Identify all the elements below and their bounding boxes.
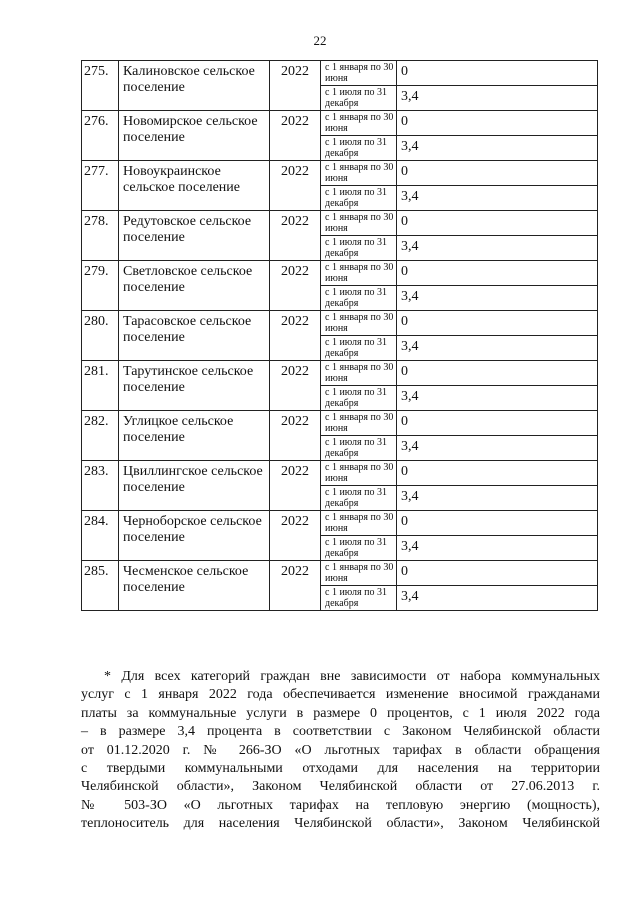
value-cell: 3,4 [397, 436, 598, 461]
value-cell: 0 [397, 561, 598, 586]
value-cell: 0 [397, 111, 598, 136]
settlement-name: Черноборское сельское поселение [119, 511, 270, 561]
period-cell: с 1 января по 30 июня [321, 61, 397, 86]
table-row [82, 561, 598, 586]
row-number: 280. [82, 311, 119, 361]
row-year: 2022 [270, 461, 321, 511]
period-cell: с 1 июля по 31 декабря [321, 86, 397, 111]
period-cell: с 1 января по 30 июня [321, 361, 397, 386]
row-number: 277. [82, 161, 119, 211]
period-cell: с 1 июля по 31 декабря [321, 236, 397, 261]
footnote-line: теплоноситель для населения Челябинской области», Законом Челябинской [81, 816, 600, 832]
value-cell: 0 [397, 311, 598, 336]
row-year: 2022 [270, 411, 321, 461]
table-row [82, 111, 598, 136]
value-cell: 0 [397, 361, 598, 386]
settlement-name: Новоукраинское сельское поселение [119, 161, 270, 211]
footnote [81, 668, 600, 834]
row-number: 276. [82, 111, 119, 161]
value-cell: 0 [397, 261, 598, 286]
row-number: 284. [82, 511, 119, 561]
row-year: 2022 [270, 511, 321, 561]
period-cell: с 1 июля по 31 декабря [321, 536, 397, 561]
row-number: 275. [82, 61, 119, 111]
period-cell: с 1 января по 30 июня [321, 211, 397, 236]
table-row [82, 61, 598, 86]
settlement-name: Чесменское сельское поселение [119, 561, 270, 611]
period-cell: с 1 января по 30 июня [321, 461, 397, 486]
table-row [82, 161, 598, 186]
table-row [82, 461, 598, 486]
table-row [82, 311, 598, 336]
value-cell: 3,4 [397, 136, 598, 161]
period-cell: с 1 июля по 31 декабря [321, 486, 397, 511]
footnote-line: Челябинской области», Законом Челябинской области от 27.06.2013 г. [81, 779, 600, 795]
settlement-name: Тарутинское сельское поселение [119, 361, 270, 411]
period-cell: с 1 июля по 31 декабря [321, 186, 397, 211]
value-cell: 3,4 [397, 486, 598, 511]
period-cell: с 1 января по 30 июня [321, 311, 397, 336]
settlement-name: Углицкое сельское поселение [119, 411, 270, 461]
value-cell: 0 [397, 211, 598, 236]
value-cell: 3,4 [397, 536, 598, 561]
period-cell: с 1 июля по 31 декабря [321, 286, 397, 311]
period-cell: с 1 января по 30 июня [321, 411, 397, 436]
settlement-name: Редутовское сельское поселение [119, 211, 270, 261]
period-cell: с 1 июля по 31 декабря [321, 586, 397, 611]
value-cell: 0 [397, 461, 598, 486]
footnote-line: с твердыми коммунальными отходами для населения на территории [81, 761, 600, 777]
row-year: 2022 [270, 361, 321, 411]
footnote-line: от 01.12.2020 г. № 266-ЗО «О льготных тарифах в области обращения [81, 742, 600, 758]
settlement-name: Калиновское сельское поселение [119, 61, 270, 111]
row-year: 2022 [270, 111, 321, 161]
table-row [82, 411, 598, 436]
value-cell: 0 [397, 161, 598, 186]
period-cell: с 1 января по 30 июня [321, 161, 397, 186]
period-cell: с 1 января по 30 июня [321, 261, 397, 286]
period-cell: с 1 января по 30 июня [321, 561, 397, 586]
table-row [82, 261, 598, 286]
row-year: 2022 [270, 311, 321, 361]
value-cell: 3,4 [397, 186, 598, 211]
row-year: 2022 [270, 61, 321, 111]
period-cell: с 1 июля по 31 декабря [321, 336, 397, 361]
row-number: 279. [82, 261, 119, 311]
page-number: 22 [313, 33, 327, 48]
row-year: 2022 [270, 261, 321, 311]
row-number: 285. [82, 561, 119, 611]
settlement-name: Цвиллингское сельское поселение [119, 461, 270, 511]
value-cell: 3,4 [397, 336, 598, 361]
period-cell: с 1 июля по 31 декабря [321, 436, 397, 461]
row-number: 282. [82, 411, 119, 461]
row-year: 2022 [270, 161, 321, 211]
table-row [82, 511, 598, 536]
value-cell: 3,4 [397, 236, 598, 261]
footnote-line: – в размере 3,4 процента в соответствии с Законом Челябинской области [81, 724, 600, 740]
footnote-line: * Для всех категорий граждан вне зависимости от набора коммунальных [104, 669, 600, 684]
settlement-name: Тарасовское сельское поселение [119, 311, 270, 361]
value-cell: 0 [397, 61, 598, 86]
row-number: 283. [82, 461, 119, 511]
period-cell: с 1 июля по 31 декабря [321, 386, 397, 411]
settlement-name: Новомирское сельское поселение [119, 111, 270, 161]
value-cell: 3,4 [397, 286, 598, 311]
period-cell: с 1 июля по 31 декабря [321, 136, 397, 161]
period-cell: с 1 января по 30 июня [321, 511, 397, 536]
row-year: 2022 [270, 561, 321, 611]
footnote-line: платы за коммунальные услуги в размере 0 процентов, с 1 июля 2022 года [81, 705, 600, 721]
value-cell: 3,4 [397, 586, 598, 611]
settlement-name: Светловское сельское поселение [119, 261, 270, 311]
row-year: 2022 [270, 211, 321, 261]
footnote-line: услуг с 1 января 2022 года обеспечивается изменение вносимой гражданами [81, 687, 600, 703]
footnote-line: № 503-ЗО «О льготных тарифах на тепловую энергию (мощность), [81, 797, 600, 813]
row-number: 278. [82, 211, 119, 261]
table-row [82, 211, 598, 236]
value-cell: 3,4 [397, 386, 598, 411]
period-cell: с 1 января по 30 июня [321, 111, 397, 136]
value-cell: 0 [397, 511, 598, 536]
tariff-table [81, 60, 598, 611]
value-cell: 3,4 [397, 86, 598, 111]
table-row [82, 361, 598, 386]
value-cell: 0 [397, 411, 598, 436]
row-number: 281. [82, 361, 119, 411]
